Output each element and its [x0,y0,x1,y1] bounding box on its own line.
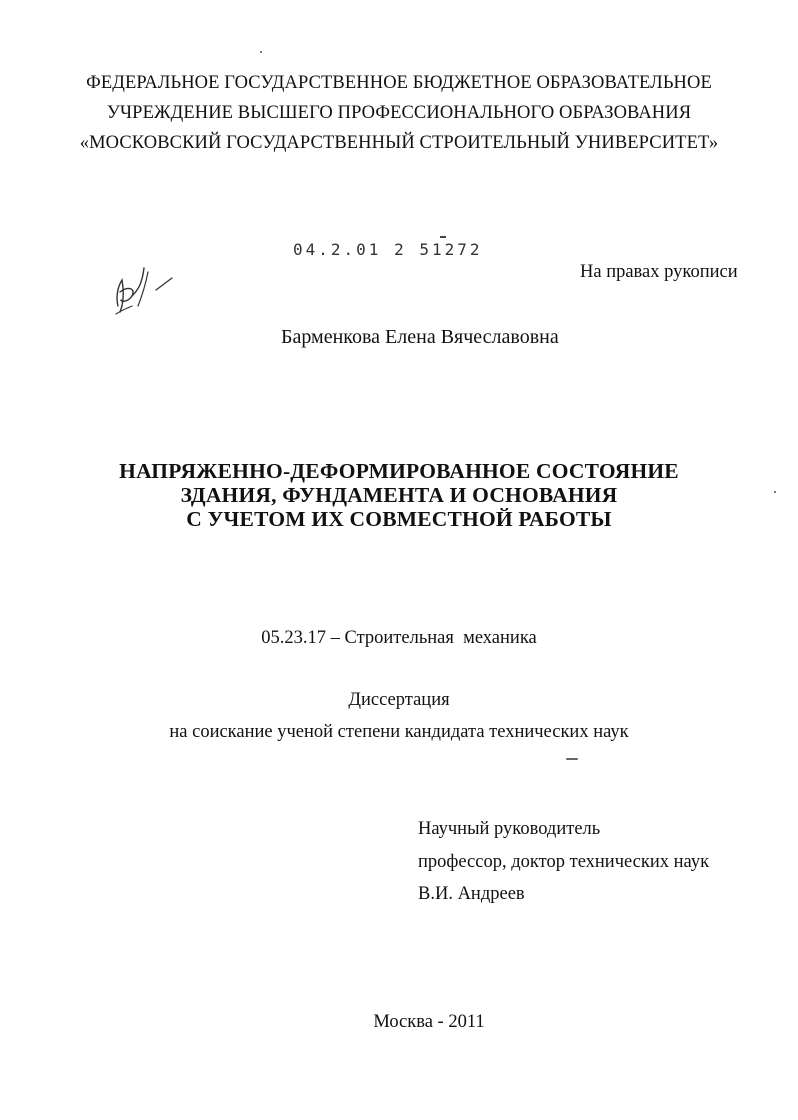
institution-line-1: ФЕДЕРАЛЬНОЕ ГОСУДАРСТВЕННОЕ БЮДЖЕТНОЕ ОБРАЗОВАТЕЛЬНОЕ [86,73,712,93]
stamp-tick-mark [440,236,446,238]
handwritten-signature [108,262,178,318]
dissertation-title-line-3: С УЧЕТОМ ИХ СОВМЕСТНОЙ РАБОТЫ [186,507,612,531]
manuscript-rights-note: На правах рукописи [580,262,738,282]
institution-line-2: УЧРЕЖДЕНИЕ ВЫСШЕГО ПРОФЕССИОНАЛЬНОГО ОБРАЗОВАНИЯ [106,103,692,123]
scan-mark [566,758,578,760]
supervisor-role: Научный руководитель [418,819,601,839]
supervisor-name: В.И. Андреев [418,884,525,904]
registration-stamp-number: 04.2.01 2 51272 [293,240,483,259]
specialty-code: 05.23.17 – Строительная механика [261,628,537,648]
work-type: Диссертация [348,690,450,710]
supervisor-degree: профессор, доктор технических наук [418,852,710,872]
scan-speck [260,51,262,53]
dissertation-title-line-2: ЗДАНИЯ, ФУНДАМЕНТА И ОСНОВАНИЯ [180,483,618,507]
institution-line-3: «МОСКОВСКИЙ ГОСУДАРСТВЕННЫЙ СТРОИТЕЛЬНЫЙ УНИВЕРСИТЕТ» [79,133,719,153]
city-year: Москва - 2011 [373,1012,485,1032]
degree-sought: на соискание ученой степени кандидата технических наук [169,722,629,742]
author-name: Барменкова Елена Вячеславовна [281,326,559,348]
dissertation-title-line-1: НАПРЯЖЕННО-ДЕФОРМИРОВАННОЕ СОСТОЯНИЕ [119,459,679,483]
